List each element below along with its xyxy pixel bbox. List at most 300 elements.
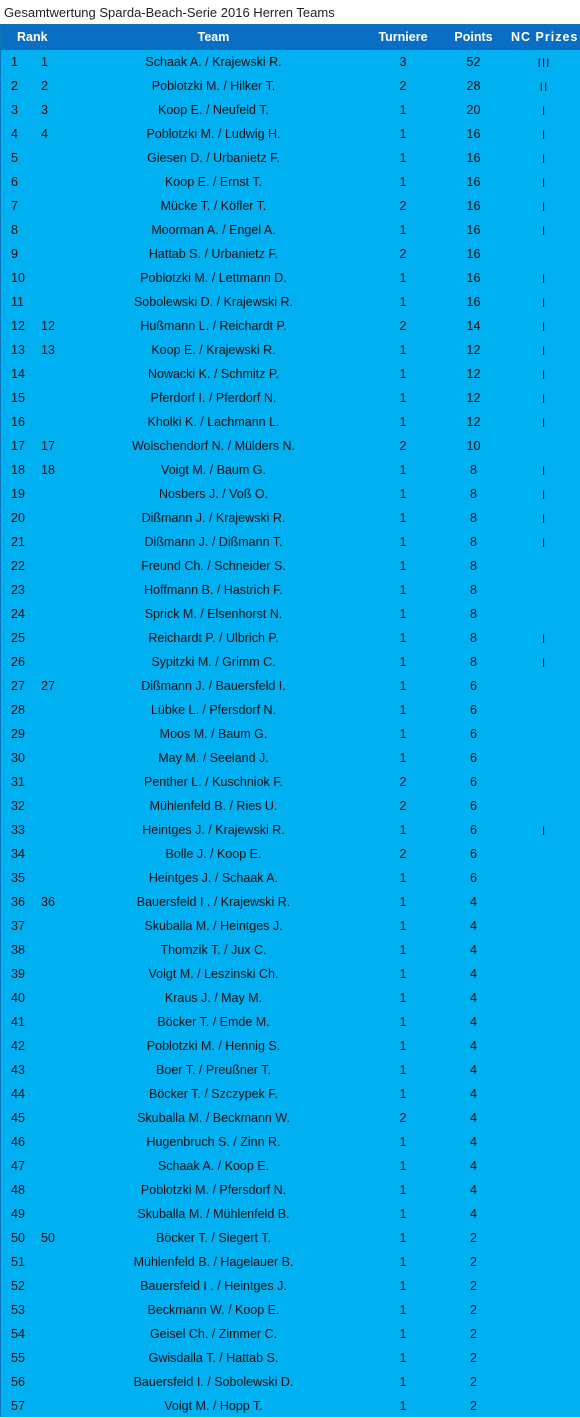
cell-position: 8 (11, 223, 18, 237)
cell-turniere: 1 (399, 1207, 407, 1221)
cell-points: 4 (470, 1111, 477, 1125)
cell-turniere: 2 (399, 199, 407, 213)
cell-turniere: 1 (399, 943, 407, 957)
cell-points: 2 (470, 1351, 477, 1365)
cell-position: 13 (11, 343, 25, 357)
cell-points: 16 (466, 127, 481, 141)
cell-nc-prizes: I (541, 320, 547, 334)
cell-points: 6 (470, 847, 477, 861)
cell-points: 2 (470, 1279, 477, 1293)
table-row (1, 434, 580, 458)
cell-position: 52 (11, 1279, 25, 1293)
cell-points: 2 (470, 1375, 477, 1389)
page-title: Gesamtwertung Sparda-Beach-Serie 2016 Herren Teams (4, 5, 335, 20)
table-row (1, 986, 580, 1010)
cell-points: 16 (466, 175, 481, 189)
table-row (1, 290, 580, 314)
cell-points: 14 (466, 319, 481, 333)
cell-team: Bolle J. / Koop E. (165, 847, 262, 861)
cell-team: Penther L. / Kuschniok F. (144, 775, 283, 789)
cell-position: 15 (11, 391, 25, 405)
cell-team: Moos M. / Baum G. (159, 727, 268, 741)
cell-team: Böcker T. / Siegert T. (156, 1231, 271, 1245)
cell-turniere: 1 (399, 1159, 407, 1173)
table-row (1, 1154, 580, 1178)
table-row (1, 1370, 580, 1394)
cell-rank: 3 (41, 103, 48, 117)
cell-points: 4 (470, 1183, 477, 1197)
cell-turniere: 1 (399, 1135, 407, 1149)
cell-team: Bauersfeld I . / Krajewski R. (136, 895, 291, 909)
cell-team: Koop E. / Ernst T. (164, 175, 263, 189)
cell-turniere: 2 (399, 775, 407, 789)
table-row (1, 842, 580, 866)
cell-turniere: 1 (399, 1351, 407, 1365)
cell-team: Reichardt P. / Ulbrich P. (148, 631, 279, 645)
table-body (1, 50, 580, 1418)
cell-team: Poblotzki M. / Hilker T. (151, 79, 276, 93)
standings-table (0, 24, 580, 1417)
cell-position: 17 (11, 439, 25, 453)
cell-position: 5 (11, 151, 18, 165)
cell-position: 31 (11, 775, 25, 789)
table-row (1, 890, 580, 914)
table-row (1, 146, 580, 170)
cell-points: 2 (470, 1255, 477, 1269)
table-row (1, 1130, 580, 1154)
cell-position: 9 (11, 247, 18, 261)
cell-team: Beckmann W. / Koop E. (147, 1303, 280, 1317)
cell-team: Hattab S. / Urbanietz F. (148, 247, 279, 261)
cell-points: 4 (470, 1015, 477, 1029)
table-row (1, 410, 580, 434)
cell-position: 2 (11, 79, 18, 93)
cell-position: 11 (11, 295, 24, 309)
cell-position: 1 (11, 55, 18, 69)
cell-turniere: 1 (399, 1399, 407, 1413)
cell-team: Gwisdalla T. / Hattab S. (148, 1351, 279, 1365)
table-row (1, 266, 580, 290)
cell-position: 57 (11, 1399, 25, 1413)
table-row (1, 962, 580, 986)
cell-points: 6 (470, 799, 477, 813)
table-row (1, 770, 580, 794)
table-row (1, 1010, 580, 1034)
cell-position: 20 (11, 511, 25, 525)
cell-points: 8 (470, 535, 477, 549)
cell-nc-prizes: I (541, 536, 547, 550)
cell-rank: 2 (41, 79, 48, 93)
cell-turniere: 1 (399, 559, 407, 573)
table-row (1, 218, 580, 242)
cell-team: Dißmann J. / Dißmann T. (144, 535, 283, 549)
cell-points: 6 (470, 823, 477, 837)
cell-position: 35 (11, 871, 25, 885)
cell-position: 7 (11, 199, 18, 213)
cell-position: 23 (11, 583, 25, 597)
cell-points: 16 (466, 247, 481, 261)
cell-turniere: 2 (399, 79, 407, 93)
cell-points: 6 (470, 871, 477, 885)
cell-nc-prizes: I (541, 392, 547, 406)
cell-team: Schaak A. / Krajewski R. (145, 55, 282, 69)
cell-rank: 27 (41, 679, 55, 693)
cell-position: 29 (11, 727, 25, 741)
cell-turniere: 1 (399, 343, 407, 357)
table-row (1, 1034, 580, 1058)
cell-turniere: 3 (399, 55, 407, 69)
cell-position: 27 (11, 679, 25, 693)
table-row (1, 50, 580, 74)
cell-position: 36 (11, 895, 25, 909)
cell-position: 49 (11, 1207, 25, 1221)
cell-position: 18 (11, 463, 25, 477)
cell-team: Poblotzki M. / Lettmann D. (140, 271, 287, 285)
cell-position: 50 (11, 1231, 25, 1245)
cell-points: 8 (470, 583, 477, 597)
cell-turniere: 1 (399, 463, 407, 477)
cell-points: 8 (470, 487, 477, 501)
cell-position: 14 (11, 367, 25, 381)
cell-nc-prizes: I (541, 416, 547, 430)
cell-position: 19 (11, 487, 25, 501)
cell-team: Wolschendorf N. / Mülders N. (131, 439, 296, 453)
cell-turniere: 1 (399, 1303, 407, 1317)
table-row (1, 1322, 580, 1346)
cell-position: 43 (11, 1063, 25, 1077)
cell-nc-prizes: I (541, 824, 547, 838)
cell-nc-prizes: II (539, 80, 549, 94)
cell-team: Hoffmann B. / Hastrich F. (144, 583, 283, 597)
cell-turniere: 1 (399, 367, 407, 381)
cell-position: 26 (11, 655, 25, 669)
table-row (1, 674, 580, 698)
cell-turniere: 2 (399, 799, 407, 813)
cell-turniere: 1 (399, 103, 407, 117)
table-row (1, 362, 580, 386)
cell-turniere: 2 (399, 247, 407, 261)
cell-points: 8 (470, 511, 477, 525)
table-row (1, 626, 580, 650)
table-row (1, 1250, 580, 1274)
cell-points: 8 (470, 607, 477, 621)
cell-turniere: 1 (399, 1015, 407, 1029)
cell-position: 40 (11, 991, 25, 1005)
table-row (1, 74, 580, 98)
table-row (1, 1394, 580, 1418)
cell-points: 12 (466, 367, 481, 381)
table-row (1, 170, 580, 194)
cell-position: 21 (11, 535, 25, 549)
cell-turniere: 1 (399, 1231, 407, 1245)
cell-turniere: 1 (399, 511, 407, 525)
cell-points: 4 (470, 1159, 477, 1173)
table-row (1, 386, 580, 410)
cell-turniere: 1 (399, 583, 407, 597)
table-row (1, 1346, 580, 1370)
cell-position: 45 (11, 1111, 25, 1125)
cell-turniere: 1 (399, 535, 407, 549)
cell-points: 4 (470, 967, 477, 981)
cell-points: 16 (466, 151, 481, 165)
cell-team: Böcker T. / Emde M. (157, 1015, 270, 1029)
table-row (1, 1298, 580, 1322)
cell-turniere: 2 (399, 847, 407, 861)
table-row (1, 506, 580, 530)
cell-rank: 1 (41, 55, 48, 69)
cell-points: 6 (470, 751, 477, 765)
cell-team: Sprick M. / Elsenhorst N. (144, 607, 283, 621)
cell-turniere: 1 (399, 967, 407, 981)
cell-turniere: 1 (399, 1255, 407, 1269)
cell-turniere: 1 (399, 1039, 407, 1053)
cell-nc-prizes: III (537, 56, 551, 70)
cell-turniere: 1 (399, 703, 407, 717)
cell-turniere: 1 (399, 607, 407, 621)
cell-nc-prizes: I (541, 656, 547, 670)
table-row (1, 482, 580, 506)
cell-points: 52 (466, 55, 481, 69)
cell-position: 25 (11, 631, 25, 645)
cell-position: 24 (11, 607, 25, 621)
cell-position: 56 (11, 1375, 25, 1389)
cell-turniere: 1 (399, 727, 407, 741)
cell-turniere: 1 (399, 679, 407, 693)
cell-position: 47 (11, 1159, 25, 1173)
cell-team: Nosbers J. / Voß O. (158, 487, 269, 501)
table-row (1, 194, 580, 218)
cell-rank: 50 (41, 1231, 55, 1245)
cell-turniere: 1 (399, 1279, 407, 1293)
cell-position: 12 (11, 319, 25, 333)
cell-turniere: 1 (399, 1183, 407, 1197)
cell-position: 53 (11, 1303, 25, 1317)
cell-nc-prizes: I (541, 368, 547, 382)
cell-nc-prizes: I (541, 464, 547, 478)
cell-team: Poblotzki M. / Pfersdorf N. (140, 1183, 287, 1197)
cell-team: Freund Ch. / Schneider S. (141, 559, 286, 573)
cell-points: 2 (470, 1303, 477, 1317)
cell-rank: 17 (41, 439, 55, 453)
table-row (1, 722, 580, 746)
header-team: Team (197, 30, 230, 44)
header-turniere: Turniere (378, 30, 428, 44)
table-header (1, 25, 580, 50)
cell-position: 16 (11, 415, 25, 429)
cell-turniere: 1 (399, 295, 407, 309)
cell-team: Bauersfeld I . / Heintges J. (140, 1279, 287, 1293)
cell-turniere: 1 (399, 895, 407, 909)
cell-points: 4 (470, 919, 477, 933)
cell-position: 51 (11, 1255, 25, 1269)
table-row (1, 818, 580, 842)
cell-points: 4 (470, 1063, 477, 1077)
cell-team: Skuballa M. / Beckmann W. (137, 1111, 290, 1125)
cell-team: Lübke L. / Pfersdorf N. (150, 703, 277, 717)
cell-points: 4 (470, 1087, 477, 1101)
cell-turniere: 1 (399, 991, 407, 1005)
cell-nc-prizes: I (541, 272, 547, 286)
table-row (1, 122, 580, 146)
cell-team: Sobolewski D. / Krajewski R. (133, 295, 294, 309)
cell-nc-prizes: I (541, 176, 547, 190)
cell-position: 37 (11, 919, 25, 933)
table-row (1, 794, 580, 818)
cell-nc-prizes: I (541, 224, 547, 238)
cell-points: 16 (466, 295, 481, 309)
cell-team: Mücke T. / Köfler T. (160, 199, 267, 213)
cell-rank: 12 (41, 319, 55, 333)
cell-team: Thomzik T. / Jux C. (160, 943, 267, 957)
table-row (1, 1202, 580, 1226)
cell-points: 2 (470, 1231, 477, 1245)
header-rank: Rank (17, 30, 48, 44)
cell-team: Mühlenfeld B. / Hagelauer B. (133, 1255, 294, 1269)
cell-position: 10 (11, 271, 25, 285)
cell-position: 41 (11, 1015, 25, 1029)
table-row (1, 746, 580, 770)
cell-position: 55 (11, 1351, 25, 1365)
cell-team: Bauersfeld I. / Sobolewski D. (133, 1375, 294, 1389)
header-nc-prizes: NC Prizes (511, 30, 579, 44)
table-row (1, 458, 580, 482)
cell-team: May M. / Seeland J. (158, 751, 269, 765)
header-points: Points (454, 30, 493, 44)
cell-team: Schaak A. / Koop E. (157, 1159, 270, 1173)
cell-team: Dißmann J. / Krajewski R. (141, 511, 286, 525)
cell-team: Voigt M. / Hopp T. (164, 1399, 263, 1413)
cell-position: 32 (11, 799, 25, 813)
cell-turniere: 1 (399, 1087, 407, 1101)
cell-points: 6 (470, 775, 477, 789)
cell-points: 2 (470, 1399, 477, 1413)
cell-nc-prizes: I (541, 128, 547, 142)
cell-points: 16 (466, 223, 481, 237)
cell-position: 30 (11, 751, 25, 765)
cell-team: Kholki K. / Lachmann L. (147, 415, 280, 429)
cell-turniere: 1 (399, 151, 407, 165)
cell-turniere: 1 (399, 487, 407, 501)
cell-team: Böcker T. / Szczypek F. (149, 1087, 278, 1101)
cell-points: 4 (470, 991, 477, 1005)
cell-points: 16 (466, 199, 481, 213)
cell-turniere: 1 (399, 415, 407, 429)
cell-team: Heintges J. / Krajewski R. (142, 823, 285, 837)
cell-team: Boer T. / Preußner T. (156, 1063, 271, 1077)
cell-points: 8 (470, 559, 477, 573)
cell-turniere: 1 (399, 127, 407, 141)
cell-team: Giesen D. / Urbanietz F. (147, 151, 280, 165)
table-row (1, 338, 580, 362)
cell-turniere: 1 (399, 655, 407, 669)
cell-nc-prizes: I (541, 488, 547, 502)
cell-turniere: 1 (399, 175, 407, 189)
cell-position: 3 (11, 103, 18, 117)
cell-turniere: 1 (399, 223, 407, 237)
cell-position: 39 (11, 967, 25, 981)
cell-nc-prizes: I (541, 200, 547, 214)
cell-nc-prizes: I (541, 104, 547, 118)
cell-points: 12 (466, 343, 481, 357)
table-row (1, 242, 580, 266)
table-row (1, 530, 580, 554)
cell-turniere: 1 (399, 1375, 407, 1389)
cell-position: 48 (11, 1183, 25, 1197)
cell-team: Hugenbruch S. / Zinn R. (146, 1135, 281, 1149)
cell-team: Skuballa M. / Mühlenfeld B. (137, 1207, 290, 1221)
cell-points: 6 (470, 703, 477, 717)
cell-position: 6 (11, 175, 18, 189)
cell-position: 34 (11, 847, 25, 861)
cell-turniere: 1 (399, 871, 407, 885)
cell-team: Mühlenfeld B. / Ries U. (149, 799, 278, 813)
table-row (1, 938, 580, 962)
table-row (1, 1274, 580, 1298)
table-row (1, 1082, 580, 1106)
cell-turniere: 1 (399, 751, 407, 765)
cell-nc-prizes: I (541, 152, 547, 166)
cell-points: 20 (466, 103, 481, 117)
cell-points: 16 (466, 271, 481, 285)
table-row (1, 1106, 580, 1130)
cell-points: 4 (470, 1039, 477, 1053)
table-row (1, 650, 580, 674)
table-row (1, 1178, 580, 1202)
cell-points: 10 (466, 439, 481, 453)
cell-position: 42 (11, 1039, 25, 1053)
cell-points: 4 (470, 895, 477, 909)
cell-points: 8 (470, 631, 477, 645)
cell-team: Hußmann L. / Reichardt P. (140, 319, 287, 333)
table-row (1, 314, 580, 338)
table-row (1, 1058, 580, 1082)
cell-team: Koop E. / Neufeld T. (158, 103, 269, 117)
cell-team: Skuballa M. / Heintges J. (144, 919, 283, 933)
table-row (1, 554, 580, 578)
cell-turniere: 2 (399, 319, 407, 333)
cell-points: 4 (470, 1207, 477, 1221)
cell-points: 12 (466, 391, 481, 405)
cell-team: Sypitzki M. / Grimm C. (151, 655, 276, 669)
cell-position: 54 (11, 1327, 25, 1341)
cell-team: Voigt M. / Baum G. (161, 463, 266, 477)
cell-turniere: 1 (399, 919, 407, 933)
cell-team: Poblotzki M. / Ludwig H. (146, 127, 281, 141)
cell-turniere: 2 (399, 1111, 407, 1125)
cell-turniere: 1 (399, 271, 407, 285)
cell-points: 8 (470, 463, 477, 477)
cell-turniere: 2 (399, 439, 407, 453)
cell-team: Moorman A. / Engel A. (151, 223, 276, 237)
cell-team: Voigt M. / Leszinski Ch. (148, 967, 279, 981)
cell-rank: 36 (41, 895, 55, 909)
table-row (1, 866, 580, 890)
cell-points: 4 (470, 1135, 477, 1149)
cell-team: Dißmann J. / Bauersfeld I. (141, 679, 286, 693)
table-row (1, 1226, 580, 1250)
cell-team: Poblotzki M. / Hennig S. (146, 1039, 281, 1053)
cell-position: 28 (11, 703, 25, 717)
cell-turniere: 1 (399, 1063, 407, 1077)
cell-position: 22 (11, 559, 25, 573)
cell-position: 46 (11, 1135, 25, 1149)
table-row (1, 914, 580, 938)
cell-team: Geisel Ch. / Zimmer C. (149, 1327, 278, 1341)
cell-rank: 18 (41, 463, 55, 477)
cell-points: 12 (466, 415, 481, 429)
cell-points: 6 (470, 727, 477, 741)
table-row (1, 602, 580, 626)
